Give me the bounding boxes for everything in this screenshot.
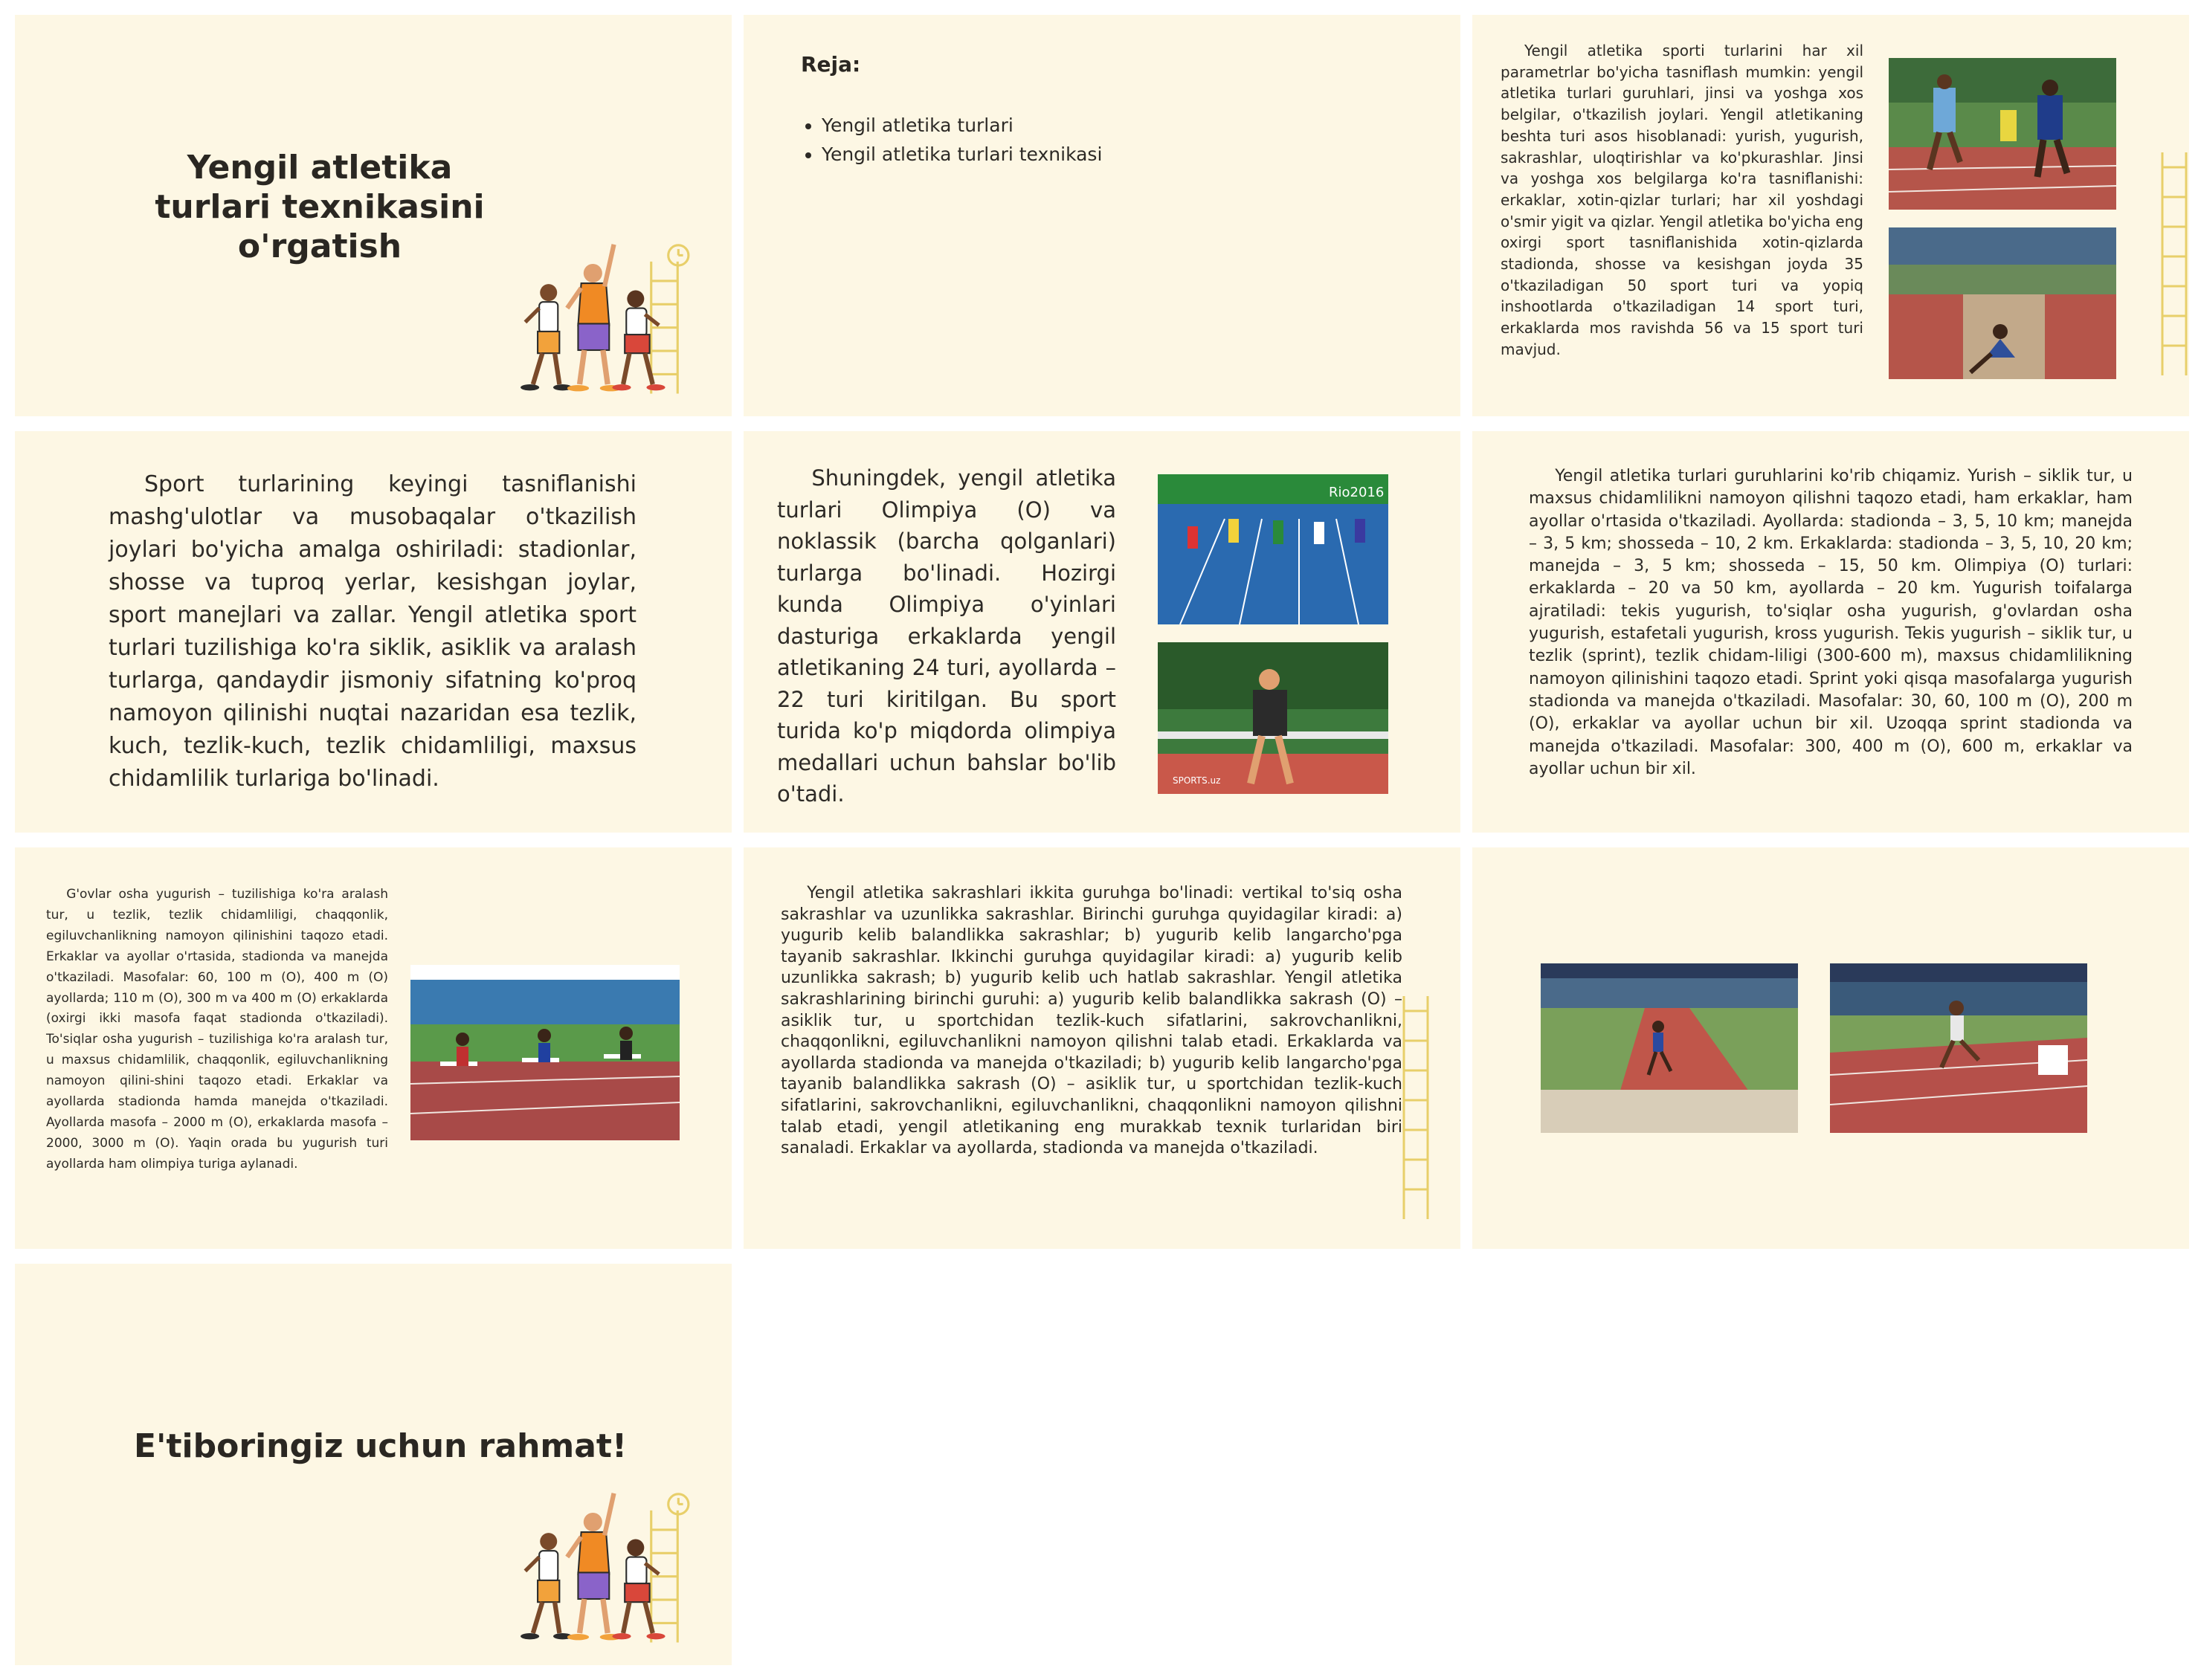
slide-2	[744, 15, 1460, 416]
photo-banner-text: Rio2016	[1329, 485, 1385, 500]
body-text: Yengil atletika sporti turlarini har xil parametrlar bo'yicha tasniflash mumkin: yengil atletika turlari guruhlari, jinsi va yoshga xos belgilar, o'tkazilish joylari. Yengil atletikaning beshta turi asos hisoblanadi: yurish, yugurish, sakrashlar, uloqtirishlar va ko'pkurashlar. Jinsi va yoshga xos belgilarga ko'ra tasniflanishi: erkaklar, xotin-qizlar turlari; har xil yoshdagi o'smir yigit va qizlar. Yengil atletika bo'yicha eng oxirgi sport tasniflanishida xotin-qizlarda stadionda, shosse va kesishgan joyda 35 o'tkaziladigan 50 sport turi va yopiq inshootlarda o'tkaziladigan 14 sport turi, erkaklarda mos ravishda 56 va 15 sport turi mavjud.	[1501, 42, 1863, 358]
athletes-illustration-icon	[519, 1487, 690, 1643]
body-text: G'ovlar osha yugurish – tuzilishiga ko'ra aralash tur, u tezlik, tezlik chidamliligi, chaqqonlik, egiluvchanlikning namoyon qilinishini taqozo etadi. Erkaklar va ayollar o'rtasida, stadionda va manejda o'tkaziladi. Masofalar: 60, 100 m (O), 400 m (O) ayollarda; 110 m (O), 300 m va 400 m (O) erkaklarda (oxirgi ikki masofa faqat stadionda o'tkaziladi). To'siqlar osha yugurish – tuzilishiga ko'ra aralash tur, u maxsus chidamlilik, chaqqonlik, egiluvchanlikning namoyon qilini-shini taqozo etadi. Erkaklar va ayollarda stadionda hamda manejda o'tkaziladi. Ayollarda masofa – 2000 m (O), erkaklarda masofa – 2000, 3000 m (O). Yaqin orada bu yugurish turi ayollarda ham olimpiya turiga aylanadi.	[46, 887, 388, 1172]
plan-heading: Reja:	[801, 52, 861, 77]
slide-body-text	[781, 883, 1402, 1160]
plan-list	[801, 112, 1102, 169]
body-text: Shuningdek, yengil atletika turlari Olimpiya (O) va noklassik (barcha qolganlari) turlarga bo'linadi. Hozirgi kunda Olimpiya o'yinlari dasturiga erkaklarda yengil atletikaning 24 turi, ayollarda – 22 turi kiritilgan. Bu sport turida ko'p miqdorda olimpiya medallari uchun bahslar bo'lib o'tadi.	[777, 465, 1116, 807]
slide-8	[744, 847, 1460, 1249]
plan-item: • Yengil atletika turlari texnikasi	[822, 140, 1102, 169]
slide-4	[15, 431, 732, 833]
long-jump-photo	[1889, 227, 2116, 379]
slide-body-text	[1501, 40, 1863, 361]
slide-body-text	[46, 885, 388, 1175]
athletes-illustration-icon	[519, 238, 690, 394]
sprint-race-photo	[1158, 474, 1388, 624]
plan-item: • Yengil atletika turlari	[822, 112, 1102, 140]
shot-put-photo	[1158, 642, 1388, 794]
slide-7	[15, 847, 732, 1249]
slide-5	[744, 431, 1460, 833]
slide-1	[15, 15, 732, 416]
body-text: Sport turlarining keyingi tasniflanishi mashg'ulotlar va musobaqalar o'tkazilish joylari bo'yicha amalga oshiriladi: stadionlar, shosse va tuproq yerlar, kesishgan joylar, sport manejlari va zallar. Yengil atletika sport turlari tuzilishiga ko'ra siklik, asiklik va aralash turlarga, qandaydir jismoniy sifatning ko'proq namoyon qilinishi nuqtai nazaridan esa tezlik, kuch, tezlik-kuch, tezlik chidamliligi, maxsus chidamlilik turlariga bo'linadi.	[109, 471, 637, 792]
slide-9	[1472, 847, 2189, 1249]
hurdles-photo	[410, 965, 680, 1140]
sprinters-photo	[1889, 58, 2116, 210]
long-jump-runway-photo	[1541, 963, 1798, 1133]
slide-3	[1472, 15, 2189, 416]
slide-6	[1472, 431, 2189, 833]
slide-body-text	[777, 462, 1116, 810]
slide-body-text	[1529, 465, 2133, 781]
closing-title: E'tiboringiz uchun rahmat!	[134, 1427, 628, 1465]
photo-watermark-text: SPORTS.uz	[1173, 775, 1221, 786]
body-text: Yengil atletika turlari guruhlarini ko'rib chiqamiz. Yurish – siklik tur, u maxsus chidamlilikni namoyon qilishni taqozo etadi, ham erkaklar, ham ayollar o'rtasida o'tkaziladi. Ayollarda: stadionda – 3, 5, 10 km; manejda – 3, 5 km; shosseda – 10, 2 km. Erkaklarda: stadionda – 3, 5, 10, 20 km; manejda – 3, 5 km; shosseda – 15, 50 km. Olimpiya (O) turlari: erkaklarda – 20 va 50 km, ayollarda – 20 km. Yugurish toifalarga ajratiladi: tekis yugurish, to'siqlar osha yugurish, g'ovlardan osha yugurish, estafetali yugurish, kross yugurish. Tekis yugurish – siklik tur, u tezlik (sprint), tezlik chidam-liligi (300-600 m), maxsus chidamlilikning namoyon qilinishini taqozo etadi. Sprint yoki qisqa masofalarga yugurish stadionda va manejda o'tkaziladi. Masofalar: 30, 60, 100 m (O), 200 m (O), erkaklar va ayollar uchun bir xil. Uzoqqa sprint stadionda va manejda o'tkaziladi. Masofalar: 300, 400 m (O), 600 m, erkaklar va ayollar uchun bir xil.	[1529, 467, 2133, 778]
body-text: Yengil atletika sakrashlari ikkita guruhga bo'linadi: vertikal to'siq osha sakrashlar va uzunlikka sakrashlar. Birinchi guruhga quyidagilar kiradi: a) yugurib kelib balandlikka sakrashlar; b) yugurib kelib langarcho'pga tayanib sakrashlar. Ikkinchi guruhga quyidagilar kiradi: a) yugurib kelib uzunlikka sakrash; b) yugurib kelib uch hatlab sakrashlar. Yengil atletika sakrashlarining birinchi guruhi: a) yugurib kelib balandlikka sakrash (O) – asiklik tur, u sportchidan tezlik-kuch sifatlarini, sakrovchanlikni, chaqqonlikni, egiluvchanlikni namoyon qilishni talab etadi. Erkaklarda va ayollarda stadionda va manejda o'tkaziladi; b) yugurib kelib langarcho'pga tayanib balandlikka sakrash (O) – asiklik tur, u sportchidan tezlik-kuch sifatlarini, sakrovchanlikni, egiluvchanlikni, chaqqonlikni namoyon qilishni talab etadi, yengil atletikaning eng murakkab texnik turlaridan biri sanaladi. Erkaklar va ayollarda, stadionda va manejda o'tkaziladi.	[781, 884, 1402, 1158]
slide-title: Yengil atletika turlari texnikasini o'rgatish	[155, 149, 485, 265]
slide-body-text	[109, 468, 637, 795]
jumper-photo	[1830, 963, 2087, 1133]
ladder-deco-icon	[2159, 152, 2189, 375]
ladder-deco-icon	[1401, 996, 1431, 1219]
slide-10	[15, 1264, 732, 1665]
